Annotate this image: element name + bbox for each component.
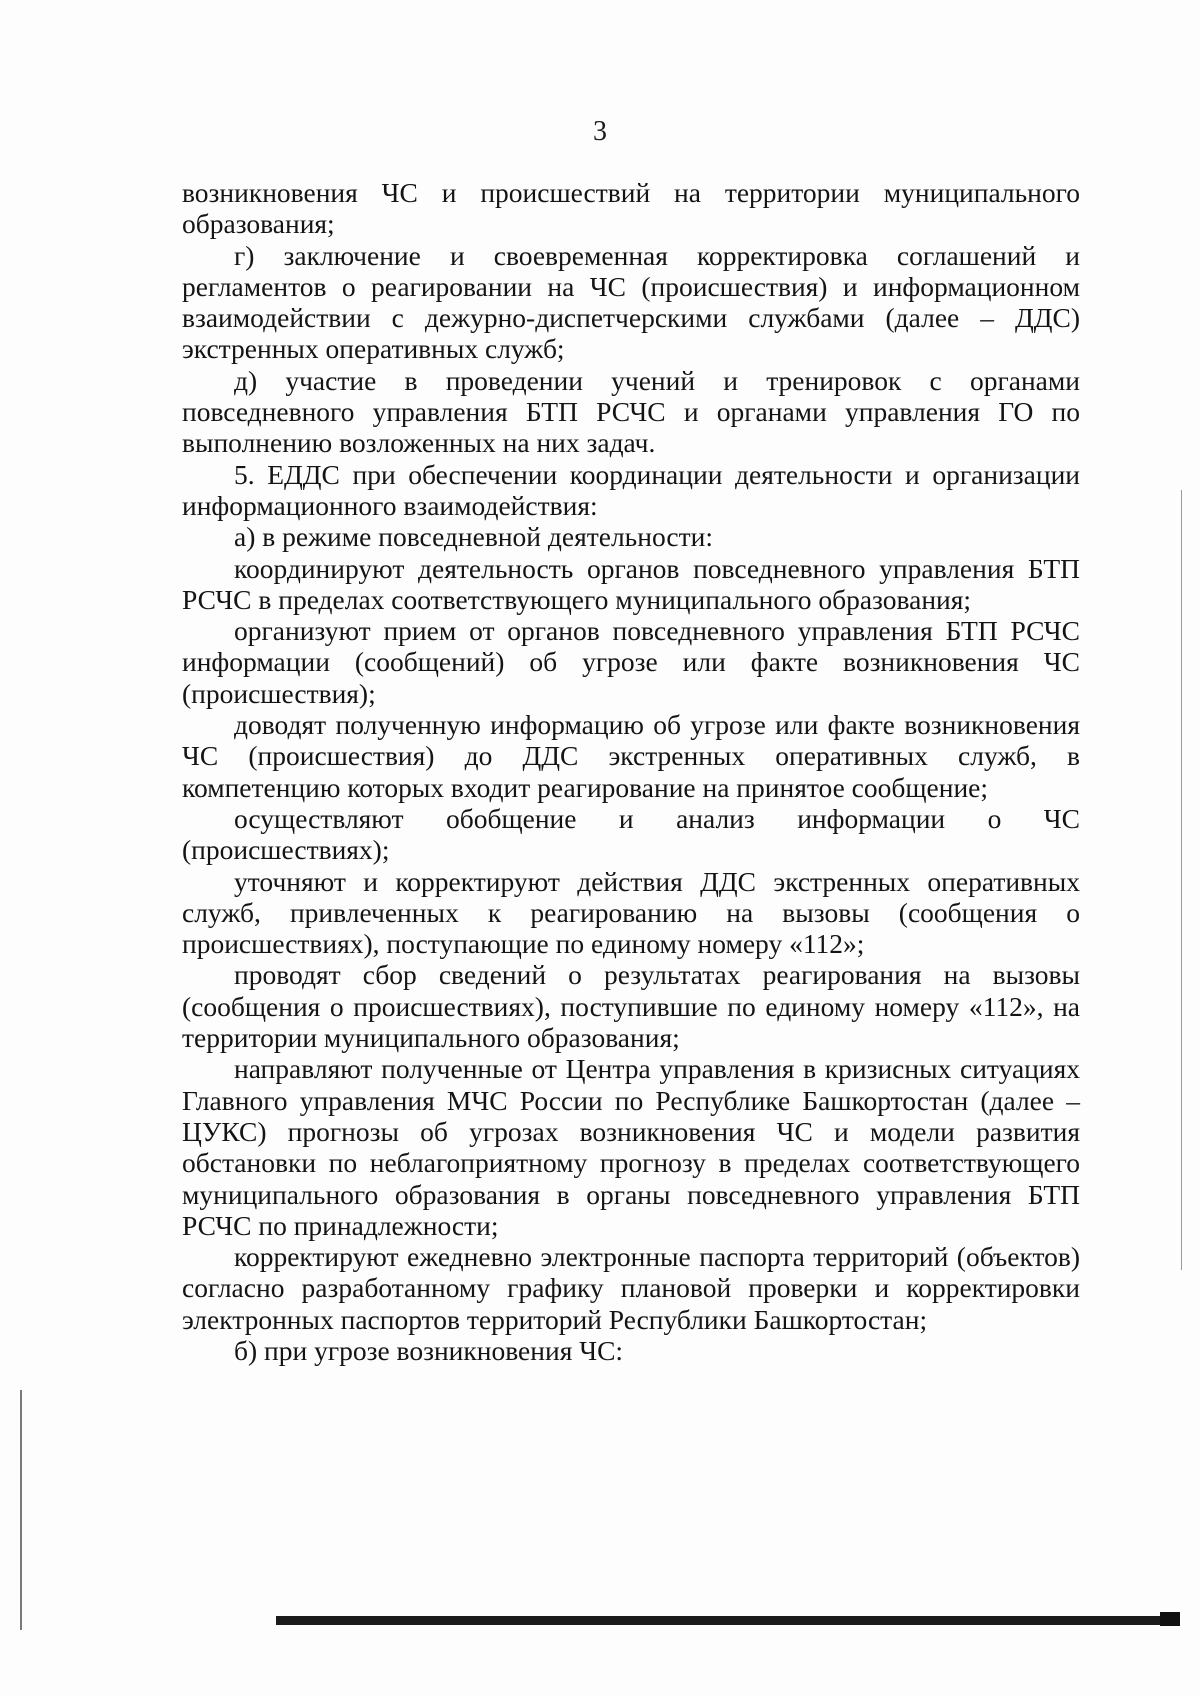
paragraph-forward: направляют полученные от Центра управления в кризисных ситуациях Главного управления МЧС России по Республике Башкортостан (далее – ЦУКС) прогнозы об угрозах возникновения ЧС и модели развития обстановки по неблагоприятному прогнозу в пределах соответствующего муниципального образования в органы повседневного управления БТП РСЧС по принадлежности; — [182, 1053, 1080, 1241]
page-number: 3 — [593, 116, 607, 147]
document-body — [182, 177, 1080, 1366]
paragraph-clarify: уточняют и корректируют действия ДДС экстренных оперативных служб, привлеченных к реагированию на вызовы (сообщения о происшествиях), поступающие по единому номеру «112»; — [182, 865, 1080, 960]
paragraph-section-5: 5. ЕДДС при обеспечении координации деятельности и организации информационного взаимодействия: — [182, 458, 1080, 521]
paragraph-analyze: осуществляют обобщение и анализ информации о ЧС (происшествиях); — [182, 802, 1080, 866]
scan-bottom-edge — [276, 1616, 1178, 1625]
paragraph-item-g: г) заключение и своевременная корректировка соглашений и регламентов о реагировании на ЧС (происшествия) и информационном взаимодействии с дежурно-диспетчерскими службами (далее – ДДС) экстренных оперативных служб; — [182, 239, 1080, 365]
scan-bottom-edge-tail — [1160, 1612, 1180, 1626]
paragraph-continuation: возникновения ЧС и происшествий на территории муниципального образования; — [182, 177, 1080, 240]
paragraph-organize: организуют прием от органов повседневного управления БТП РСЧС информации (сообщений) об угрозе или факте возникновения ЧС (происшествия); — [182, 615, 1080, 709]
paragraph-deliver: доводят полученную информацию об угрозе или факте возникновения ЧС (происшествия) до ДДС экстренных оперативных служб, в компетенцию которых входит реагирование на принятое сообщение; — [182, 709, 1080, 803]
scan-edge-line-left — [20, 1390, 22, 1630]
paragraph-item-b: б) при угрозе возникновения ЧС: — [234, 1334, 624, 1366]
scan-edge-line-right — [1181, 490, 1182, 1270]
paragraph-item-a: а) в режиме повседневной деятельности: — [234, 521, 713, 553]
paragraph-coordinate: координируют деятельность органов повседневного управления БТП РСЧС в пределах соответствующего муниципального образования; — [182, 552, 1080, 615]
paragraph-item-d: д) участие в проведении учений и тренировок с органами повседневного управления БТП РСЧС и органами управления ГО по выполнению возложенных на них задач. — [182, 364, 1080, 459]
paragraph-correct: корректируют ежедневно электронные паспорта территорий (объектов) согласно разработанному графику плановой проверки и корректировки электронных паспортов территорий Республики Башкортостан; — [182, 1241, 1080, 1335]
paragraph-collect: проводят сбор сведений о результатах реагирования на вызовы (сообщения о происшествиях), поступившие по единому номеру «112», на территории муниципального образования; — [182, 959, 1080, 1054]
